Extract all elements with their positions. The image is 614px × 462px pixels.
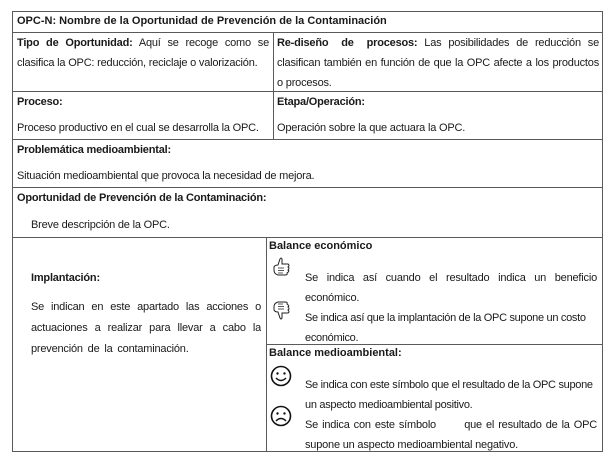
balance-medioambiental-label: Balance medioambiental: (269, 347, 402, 359)
etapa-label: Etapa/Operación: (277, 96, 365, 108)
problematica-cell (17, 140, 597, 187)
proceso-text: Proceso productivo en el cual se desarrolla la OPC. (17, 122, 259, 134)
implantacion-cell (31, 268, 261, 448)
rediseno-text: Las posibilidades de reducción se clasifican también en función de que la OPC afecte a los productos o procesos. (277, 37, 599, 89)
balance-medioambiental-cell (269, 345, 602, 451)
rediseno-label: Re-diseño de procesos: (277, 37, 418, 49)
balance-medioambiental-positivo-text: Se indica con este símbolo que el resultado de la OPC supone un aspecto medioambiental positivo. (305, 379, 593, 411)
balance-economico-negativo-text: Se indica así que la implantación de la OPC supone un costo económico. (305, 312, 586, 344)
tipo-text: Aquí se recoge como se clasifica la OPC: reducción, reciclaje o valorización. (17, 37, 269, 69)
proceso-cell (17, 92, 269, 139)
oportunidad-text: Breve descripción de la OPC. (31, 219, 170, 231)
oportunidad-cell (17, 188, 597, 237)
tipo-oportunidad-cell (17, 33, 269, 91)
divider (266, 237, 267, 451)
form-title (17, 15, 597, 32)
etapa-text: Operación sobre la que actuara la OPC. (277, 122, 466, 134)
problematica-label: Problemática medioambiental: (17, 144, 171, 156)
balance-economico-cell (269, 238, 602, 344)
frowning-face-icon (270, 405, 292, 427)
implantacion-text: Se indican en este apartado las acciones o actuaciones a realizar para llevar a cabo la prevención de la contaminación. (31, 301, 261, 355)
balance-medioambiental-negativo-text: Se indica con este símbolo que el resultado de la OPC supone un aspecto medioambiental negativo. (305, 419, 600, 451)
balance-economico-label: Balance económico (269, 240, 373, 252)
thumbs-down-icon (271, 300, 291, 322)
tipo-label: Tipo de Oportunidad: (17, 37, 133, 49)
smiley-face-icon (270, 365, 292, 387)
form-title-text: OPC-N: Nombre de la Oportunidad de Prevención de la Contaminación (17, 15, 387, 27)
rediseno-cell (277, 33, 599, 91)
thumbs-up-icon (271, 256, 291, 278)
implantacion-label: Implantación: (31, 272, 100, 284)
oportunidad-label: Oportunidad de Prevención de la Contaminación: (17, 192, 267, 204)
problematica-text: Situación medioambiental que provoca la necesidad de mejora. (17, 170, 315, 182)
divider (273, 32, 274, 139)
opc-form-table (12, 11, 603, 452)
etapa-cell (277, 92, 599, 139)
proceso-label: Proceso: (17, 96, 63, 108)
balance-economico-positivo-text: Se indica así cuando el resultado indica un beneficio económico. (305, 272, 597, 304)
